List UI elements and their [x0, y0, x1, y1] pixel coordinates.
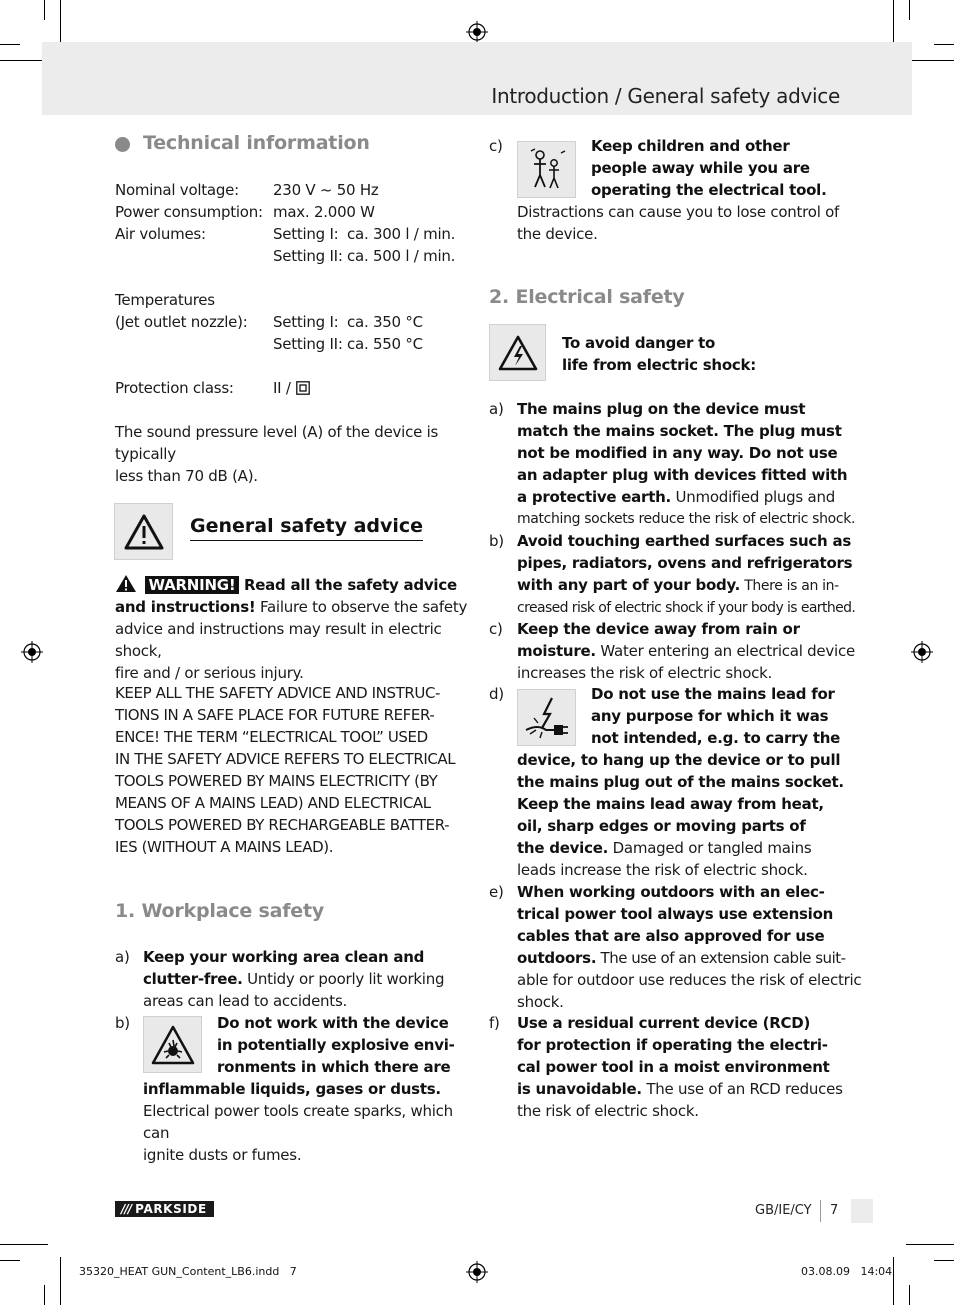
explosion-hazard-picture: [143, 1016, 202, 1073]
spec-key: Temperatures: [115, 291, 215, 309]
crop-mark: [44, 1285, 45, 1305]
item-letter: f): [489, 1014, 500, 1032]
caps-line: MEANS OF A MAINS LEAD) AND ELECTRICAL: [115, 794, 431, 812]
caps-paragraph: [115, 682, 475, 858]
item-letter: b): [115, 1014, 130, 1032]
item-bold-text: Keep the mains lead away from heat,: [517, 795, 824, 813]
item-bold-text: for protection if operating the electri-: [517, 1036, 828, 1054]
workplace-item-c-bottom: [517, 201, 847, 245]
crop-mark: [909, 1285, 910, 1305]
spec-setting: Setting II:: [273, 247, 343, 265]
warning-text: advice and instructions may result in electric shock,: [115, 620, 442, 660]
spec-key: Power consumption:: [115, 203, 263, 221]
item-text: the risk of electric shock.: [517, 1102, 699, 1120]
caps-line: IN THE SAFETY ADVICE REFERS TO ELECTRICAL: [115, 750, 456, 768]
item-bold-text: outdoors.: [517, 949, 597, 967]
workplace-item-b-bottom: [143, 1078, 473, 1166]
item-bold-text: oil, sharp edges or moving parts of: [517, 817, 806, 835]
tech-heading: Technical information: [143, 132, 370, 154]
spec-setting: Setting I:: [273, 225, 339, 243]
item-text: able for outdoor use reduces the risk of electric: [517, 971, 862, 989]
item-bold-text: match the mains socket. The plug must: [517, 422, 842, 440]
registration-mark-icon: [466, 1261, 488, 1283]
item-text: There is an in-: [740, 578, 839, 594]
item-bold-text: any purpose for which it was: [591, 707, 829, 725]
item-bold-text: an adapter plug with devices fitted with: [517, 466, 848, 484]
item-bold-text: the mains plug out of the mains socket.: [517, 773, 844, 791]
caps-line: ENCE! THE TERM “ELECTRICAL TOOL” USED: [115, 728, 428, 746]
item-text: Water entering an electrical device: [595, 642, 855, 660]
item-bold-text: inflammable liquids, gases or dusts.: [143, 1080, 441, 1098]
item-letter: a): [115, 948, 130, 966]
electrical-item-b: [517, 530, 857, 619]
item-bold-text: operating the electrical tool.: [591, 181, 827, 199]
spec-key: Nominal voltage:: [115, 181, 239, 199]
electrical-heading: 2. Electrical safety: [489, 286, 685, 308]
page-tab: [851, 1199, 873, 1223]
item-text: The use of an RCD reduces: [641, 1080, 843, 1098]
warning-triangle-icon: [115, 574, 137, 593]
page-number: 7: [830, 1203, 839, 1218]
crop-mark: [893, 1257, 894, 1305]
crop-mark: [934, 44, 954, 45]
item-bold-text: Use a residual current device (RCD): [517, 1014, 811, 1032]
item-bold-text: pipes, radiators, ovens and refrigerators: [517, 554, 853, 572]
caps-line: IES (WITHOUT A MAINS LEAD).: [115, 838, 334, 856]
crop-mark: [0, 44, 20, 45]
item-bold-text: the device.: [517, 839, 609, 857]
caps-line: KEEP ALL THE SAFETY ADVICE AND INSTRUC-: [115, 684, 441, 702]
sound-note: less than 70 dB (A).: [115, 467, 258, 485]
intro-text: life from electric shock:: [562, 356, 757, 374]
high-voltage-icon: [498, 335, 538, 371]
item-bold-text: Do not use the mains lead for: [591, 685, 835, 703]
item-bold-text: moisture.: [517, 642, 596, 660]
item-bold-text: clutter-free.: [143, 970, 243, 988]
crop-mark: [893, 0, 894, 48]
explosion-icon: [151, 1025, 195, 1065]
intro-text: To avoid danger to: [562, 334, 716, 352]
crop-mark: [60, 0, 61, 48]
item-bold-text: cables that are also approved for use: [517, 927, 825, 945]
caps-line: TOOLS POWERED BY MAINS ELECTRICITY (BY: [115, 772, 438, 790]
item-text: ignite dusts or fumes.: [143, 1146, 302, 1164]
spec-key: Protection class:: [115, 379, 234, 397]
item-text: shock.: [517, 993, 564, 1011]
item-text: areas can lead to accidents.: [143, 992, 348, 1010]
item-bold-text: Avoid touching earthed surfaces such as: [517, 532, 852, 550]
spec-key: Air volumes:: [115, 225, 206, 243]
item-bold-text: Keep your working area clean and: [143, 948, 425, 966]
item-text: The use of an extension cable suit-: [596, 949, 846, 967]
item-letter: b): [489, 532, 504, 550]
file-info: 35320_HEAT GUN_Content_LB6.indd 7: [79, 1265, 297, 1278]
page-title: Introduction / General safety advice: [491, 84, 840, 108]
item-text: leads increase the risk of electric shock.: [517, 861, 808, 879]
workplace-item-c-top: [591, 135, 851, 201]
parkside-logo: [115, 1201, 214, 1217]
children-away-picture: [517, 141, 576, 198]
item-text: Electrical power tools create sparks, which can: [143, 1102, 453, 1142]
item-text: Distractions can cause you to lose control of: [517, 203, 840, 221]
item-bold-text: not be modified in any way. Do not use: [517, 444, 838, 462]
registration-mark-icon: [21, 641, 43, 663]
bullet-icon: [115, 137, 130, 152]
crop-mark: [934, 1260, 954, 1261]
electric-shock-picture: [489, 324, 546, 381]
item-bold-text: trical power tool always use extension: [517, 905, 834, 923]
general-heading: General safety advice: [190, 515, 423, 541]
item-bold-text: in potentially explosive envi-: [217, 1036, 455, 1054]
item-bold-text: device, to hang up the device or to pull: [517, 751, 841, 769]
damaged-cable-icon: [524, 696, 570, 740]
warning-text: Failure to observe the safety: [255, 598, 468, 616]
spec-value: ca. 350 °C: [347, 313, 423, 331]
warning-triangle-icon: [123, 513, 165, 551]
workplace-heading: 1. Workplace safety: [115, 900, 325, 922]
item-bold-text: people away while you are: [591, 159, 810, 177]
item-text: increases the risk of electric shock.: [517, 664, 773, 682]
item-bold-text: Keep the device away from rain or: [517, 620, 800, 638]
item-bold-text: not intended, e.g. to carry the: [591, 729, 841, 747]
registration-mark-icon: [466, 21, 488, 43]
warning-text: Read all the safety advice: [243, 576, 457, 594]
crop-mark: [0, 1260, 20, 1261]
warning-triangle-picture: [114, 503, 173, 560]
item-bold-text: with any part of your body.: [517, 576, 741, 594]
crop-mark: [60, 1257, 61, 1305]
workplace-item-b-top: [217, 1012, 477, 1078]
item-letter: c): [489, 620, 503, 638]
tech-table: [115, 179, 475, 487]
logo-stripes-icon: ///: [121, 1202, 132, 1216]
spec-value: ca. 550 °C: [347, 335, 423, 353]
item-bold-text: The mains plug on the device must: [517, 400, 806, 418]
caps-line: TOOLS POWERED BY RECHARGEABLE BATTER-: [115, 816, 450, 834]
electrical-item-a: [517, 398, 857, 530]
spec-setting: Setting II:: [273, 335, 343, 353]
spec-value: ca. 300 l / min.: [347, 225, 456, 243]
protection-class-icon: [296, 381, 310, 395]
item-text: creased risk of electric shock if your body is earthed.: [517, 600, 856, 616]
warning-text: fire and / or serious injury.: [115, 664, 304, 682]
item-letter: d): [489, 685, 504, 703]
electrical-intro: [562, 332, 822, 376]
item-text: Damaged or tangled mains: [608, 839, 812, 857]
crop-mark: [0, 60, 48, 61]
item-letter: c): [489, 137, 503, 155]
print-date: 03.08.09 14:04: [801, 1265, 893, 1278]
item-letter: a): [489, 400, 504, 418]
registration-mark-icon: [911, 641, 933, 663]
damaged-cable-picture: [517, 689, 576, 746]
warning-badge: WARNING!: [145, 576, 240, 594]
item-text: Unmodified plugs and: [671, 488, 835, 506]
warning-paragraph: [115, 574, 475, 684]
crop-mark: [906, 1244, 954, 1245]
item-bold-text: When working outdoors with an elec-: [517, 883, 825, 901]
item-bold-text: is unavoidable.: [517, 1080, 642, 1098]
spec-value: max. 2.000 W: [273, 203, 375, 221]
spec-value: II /: [273, 379, 291, 397]
crop-mark: [0, 1244, 48, 1245]
crop-mark: [44, 0, 45, 20]
electrical-item-e: [517, 881, 862, 1013]
workplace-item-a: [143, 946, 473, 1012]
warning-text: and instructions!: [115, 598, 256, 616]
spec-value: ca. 500 l / min.: [347, 247, 456, 265]
spec-value: 230 V ~ 50 Hz: [273, 181, 379, 199]
sound-note: The sound pressure level (A) of the device is typically: [115, 423, 439, 463]
electrical-item-c: [517, 618, 857, 684]
spec-key: (Jet outlet nozzle):: [115, 313, 248, 331]
item-bold-text: cal power tool in a moist environment: [517, 1058, 830, 1076]
item-letter: e): [489, 883, 504, 901]
electrical-item-d-bottom: [517, 749, 862, 881]
item-bold-text: a protective earth.: [517, 488, 671, 506]
item-bold-text: Keep children and other: [591, 137, 790, 155]
crop-mark: [909, 0, 910, 20]
spec-setting: Setting I:: [273, 313, 339, 331]
crop-mark: [906, 60, 954, 61]
footer-divider: [820, 1200, 821, 1222]
item-text: Untidy or poorly lit working: [242, 970, 445, 988]
electrical-item-d-top: [591, 683, 861, 749]
item-text: the device.: [517, 225, 598, 243]
brand-name: PARKSIDE: [135, 1202, 207, 1216]
item-bold-text: Do not work with the device: [217, 1014, 449, 1032]
item-text: matching sockets reduce the risk of electric shock.: [517, 511, 856, 527]
caps-line: TIONS IN A SAFE PLACE FOR FUTURE REFER-: [115, 706, 435, 724]
electrical-item-f: [517, 1012, 862, 1122]
region-code: GB/IE/CY: [755, 1203, 812, 1218]
item-bold-text: ronments in which there are: [217, 1058, 451, 1076]
children-icon: [525, 147, 569, 193]
